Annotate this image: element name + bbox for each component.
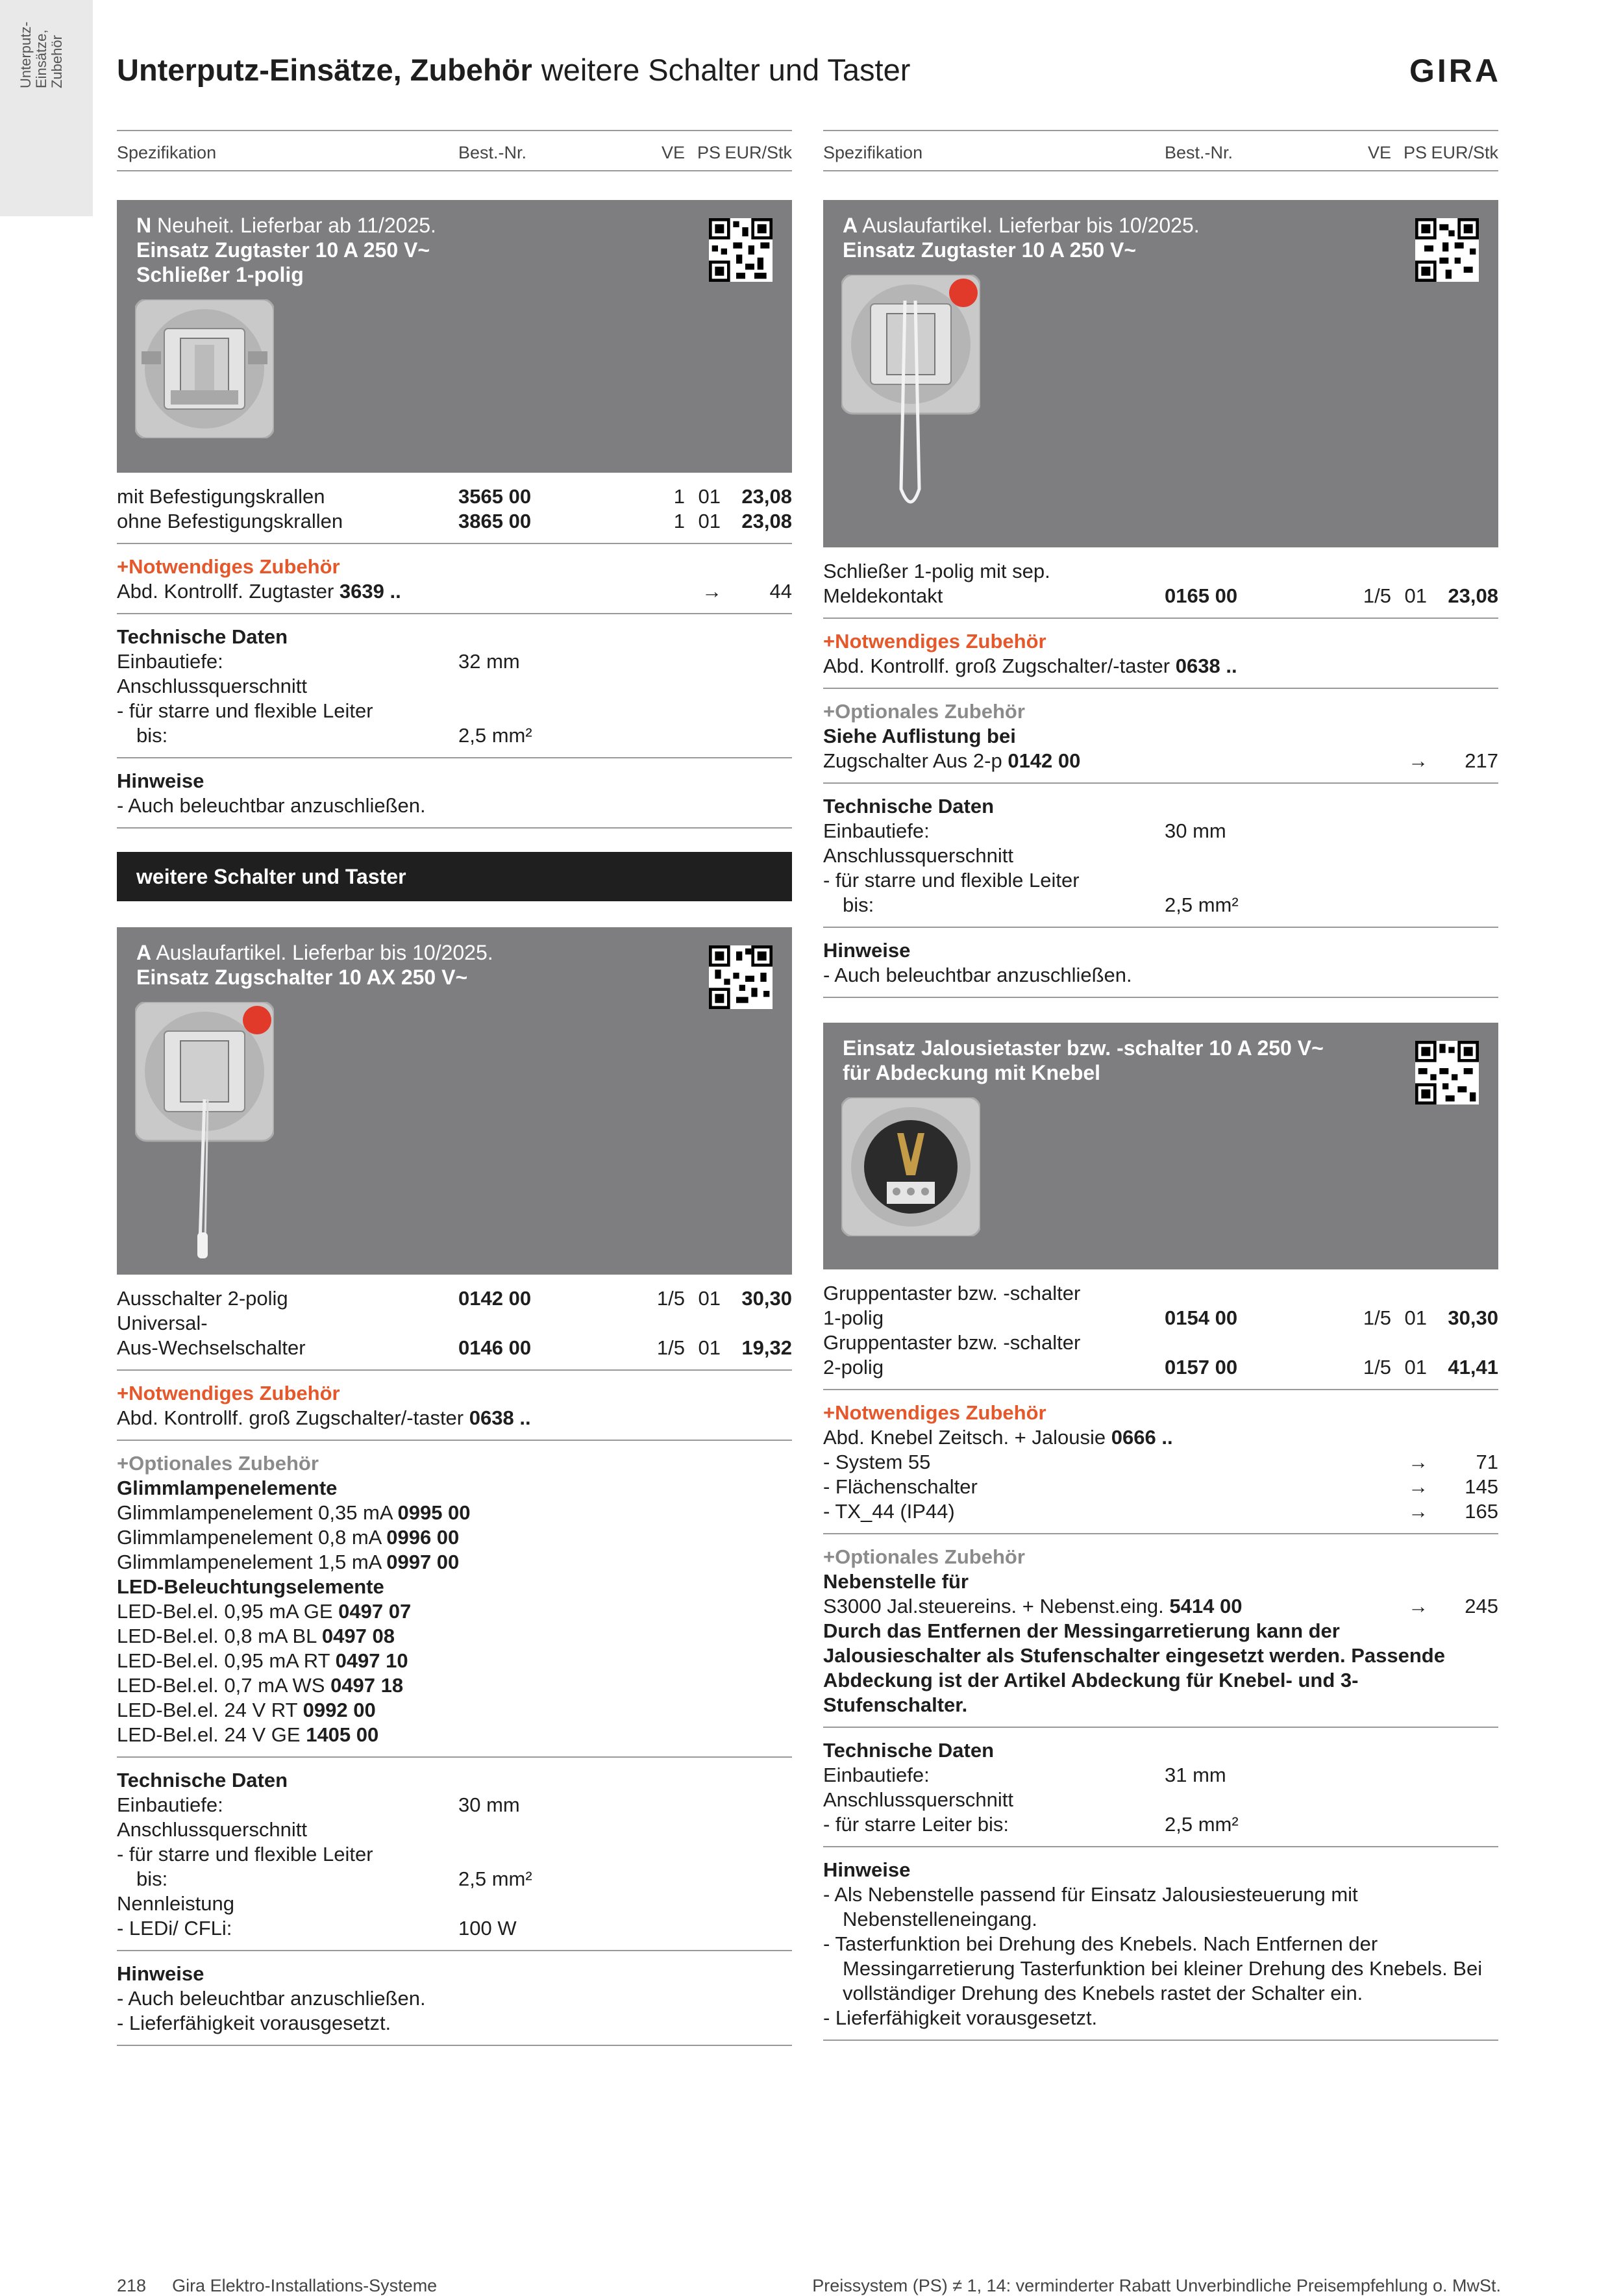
notes: Hinweise - Als Nebenstelle passend für Einsatz Jalousiesteuerung mit Nebenstelleneingang. - Tasterfunktion bei Drehung des Knebels. Nach Entfernen der Messingarretierung Tasterfunktion bei kleiner Drehung des Knebels. Bei vollständiger Drehung des Knebels rastet der Schalter ein. - Lieferfähigkeit vorausgesetzt. (823, 1847, 1498, 2041)
notes: Hinweise - Auch beleuchtbar anzuschließen. (117, 758, 792, 829)
usage-note: Durch das Entfernen der Messingarretierung kann der Jalousieschalter als Stufenschalter eingesetzt werden. Passende Abdeckung ist der Artikel Abdeckung für Knebel- und 3-Stufenschalter. (823, 1619, 1445, 1716)
product-box-text: A Auslaufartikel. Lieferbar bis 10/2025. Einsatz Zugtaster 10 A 250 V~ (843, 214, 1200, 262)
technical-data: Technische Daten Einbautiefe: 30 mm Anschlussquerschnitt - für starre und flexible Leiter bis: 2,5 mm² (823, 784, 1498, 928)
required-accessory: +Notwendiges Zubehör Abd. Kontrollf. Zugtaster 3639 .. → 44 (117, 544, 792, 614)
side-tab (0, 0, 93, 216)
table-row: Universal- (117, 1312, 208, 1334)
table-row: Meldekontakt 0165 00 1/5 01 23,08 (823, 584, 1498, 607)
brand-logo: GIRA (1409, 53, 1501, 89)
table-row: 1-polig 0154 00 1/5 01 30,30 (823, 1306, 1498, 1329)
optional-accessory: +Optionales Zubehör Glimmlampenelemente Glimmlampenelement 0,35 mA 0995 00 Glimmlampenelement 0,8 mA 0996 00 Glimmlampenelement 1,5 mA 0997 00 LED-Beleuchtungselemente LED-Bel.el. 0,95 mA GE 0497 07 LED-Bel.el. 0,8 mA BL 0497 08 LED-Bel.el. 0,95 mA RT 0497 10 LED-Bel.el. 0,7 mA WS 0497 18 LED-Bel.el. 24 V RT 0992 00 LED-Bel.el. 24 V GE 1405 00 (117, 1441, 792, 1758)
list-item: - TX_44 (IP44) → 165 (823, 1500, 1498, 1523)
list-item: LED-Bel.el. 24 V GE 1405 00 (117, 1723, 379, 1746)
jalousie-insert-image (841, 1097, 980, 1240)
qr-code-icon[interactable] (1415, 1041, 1479, 1104)
table-row: Ausschalter 2-polig 0142 00 1/5 01 30,30 (117, 1287, 792, 1310)
list-item: LED-Bel.el. 0,8 mA BL 0497 08 (117, 1625, 395, 1647)
required-accessory: +Notwendiges Zubehör Abd. Kontrollf. groß Zugschalter/-taster 0638 .. (117, 1371, 792, 1441)
switch-insert-image (135, 299, 274, 442)
table-row: Gruppentaster bzw. -schalter (823, 1282, 1081, 1304)
product-box-jalousietaster (823, 1023, 1498, 1269)
right-column (823, 130, 1498, 2041)
column-header: Spezifikation Best.-Nr. VE PS EUR/Stk (117, 130, 792, 171)
table-row: 2-polig 0157 00 1/5 01 41,41 (823, 1356, 1498, 1379)
product-box-zugschalter (117, 927, 792, 1275)
qr-code-icon[interactable] (1415, 218, 1479, 282)
required-accessory: +Notwendiges Zubehör Abd. Knebel Zeitsch. + Jalousie 0666 .. - System 55 → 71 - Flächenschalter → 145 - TX_44 (IP44) → 165 (823, 1390, 1498, 1534)
list-item: LED-Bel.el. 0,7 mA WS 0497 18 (117, 1674, 404, 1697)
order-rows (823, 1269, 1498, 1390)
page-title: Unterputz-Einsätze, Zubehör weitere Schalter und Taster (117, 53, 911, 87)
product-box-text: Einsatz Jalousietaster bzw. -schalter 10 A 250 V~ für Abdeckung mit Knebel (843, 1036, 1324, 1084)
optional-accessory: +Optionales Zubehör Nebenstelle für S3000 Jal.steuereins. + Nebenst.eing. 5414 00 → 245 Durch das Entfernen der Messingarretierung kann der Jalousieschalter als Stufenschalter eingesetzt werden. Passende Abdeckung ist der Artikel Abdeckung für Knebel- und 3-Stufenschalter. (823, 1534, 1498, 1728)
list-item: Glimmlampenelement 0,35 mA 0995 00 (117, 1501, 471, 1524)
product-box-text: N Neuheit. Lieferbar ab 11/2025. Einsatz Zugtaster 10 A 250 V~ Schließer 1-polig (136, 214, 436, 286)
table-row: mit Befestigungskrallen 3565 00 1 01 23,08 (117, 485, 792, 508)
table-row: Gruppentaster bzw. -schalter (823, 1331, 1081, 1354)
side-tab-label: Unterputz- Einsätze, Zubehör (18, 21, 65, 88)
product-box-text: A Auslaufartikel. Lieferbar bis 10/2025. Einsatz Zugschalter 10 AX 250 V~ (136, 941, 493, 989)
list-item: Glimmlampenelement 0,8 mA 0996 00 (117, 1526, 460, 1549)
notes: Hinweise - Auch beleuchtbar anzuschließen. - Lieferfähigkeit vorausgesetzt. (117, 1951, 792, 2046)
list-item: LED-Bel.el. 24 V RT 0992 00 (117, 1699, 376, 1721)
table-row: ohne Befestigungskrallen 3865 00 1 01 23,08 (117, 510, 792, 532)
list-item: LED-Bel.el. 0,95 mA RT 0497 10 (117, 1649, 408, 1672)
qr-code-icon[interactable] (709, 945, 773, 1009)
table-row: Aus-Wechselschalter 0146 00 1/5 01 19,32 (117, 1336, 792, 1359)
switch-insert-image (135, 1002, 274, 1265)
order-rows (117, 1275, 792, 1371)
switch-insert-image (841, 275, 980, 538)
section-bar: weitere Schalter und Taster (117, 852, 792, 901)
technical-data: Technische Daten Einbautiefe: 30 mm Anschlussquerschnitt - für starre und flexible Leiter bis: 2,5 mm² Nennleistung - LEDi/ CFLi: 100 W (117, 1758, 792, 1951)
product-box-zugtaster-auslauf (823, 200, 1498, 547)
required-accessory: +Notwendiges Zubehör Abd. Kontrollf. groß Zugschalter/-taster 0638 .. (823, 619, 1498, 689)
technical-data: Technische Daten Einbautiefe: 32 mm Anschlussquerschnitt - für starre und flexible Leiter bis: 2,5 mm² (117, 614, 792, 758)
list-item: - Flächenschalter → 145 (823, 1475, 1498, 1498)
footer-right: Preissystem (PS) ≠ 1, 14: verminderter Rabatt Unverbindliche Preisempfehlung o. MwSt. (812, 2276, 1501, 2295)
list-item: - System 55 → 71 (823, 1451, 1498, 1473)
qr-code-icon[interactable] (709, 218, 773, 282)
list-item: Glimmlampenelement 1,5 mA 0997 00 (117, 1551, 460, 1573)
column-header: Spezifikation Best.-Nr. VE PS EUR/Stk (823, 130, 1498, 171)
order-rows (823, 547, 1498, 619)
technical-data: Technische Daten Einbautiefe: 31 mm Anschlussquerschnitt - für starre Leiter bis: 2,5 mm² (823, 1728, 1498, 1847)
list-item: LED-Bel.el. 0,95 mA GE 0497 07 (117, 1600, 412, 1623)
order-rows (117, 473, 792, 544)
table-row: Schließer 1-polig mit sep. (823, 560, 1050, 582)
left-column (117, 130, 792, 2046)
footer-left: 218 Gira Elektro-Installations-Systeme (117, 2276, 438, 2295)
notes: Hinweise - Auch beleuchtbar anzuschließen. (823, 928, 1498, 998)
product-box-zugtaster-neu (117, 200, 792, 473)
optional-accessory: +Optionales Zubehör Siehe Auflistung bei Zugschalter Aus 2-p 0142 00 → 217 (823, 689, 1498, 784)
